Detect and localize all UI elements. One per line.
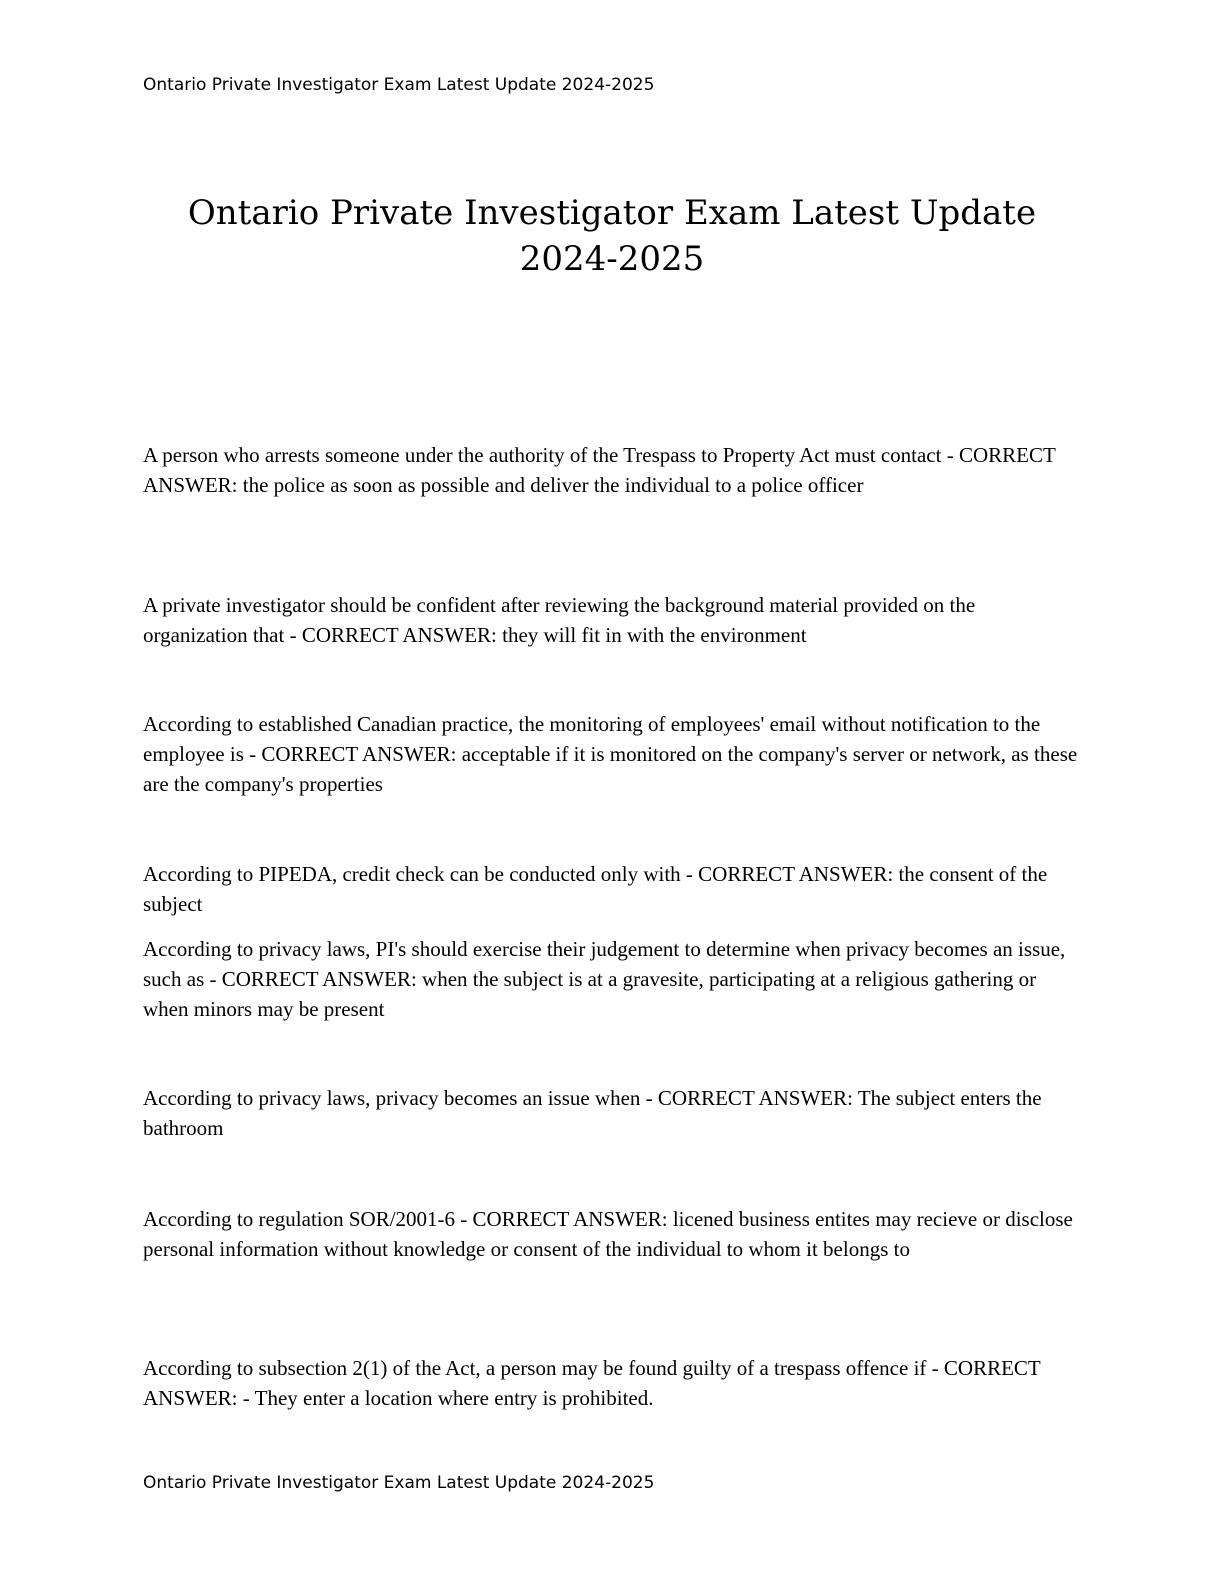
qa-item-7: According to regulation SOR/2001-6 - CORRECT ANSWER: licened business entites may recieve or disclose personal information without knowledge or consent of the individual to whom it belongs to (143, 1207, 1073, 1261)
qa-item-2: A private investigator should be confident after reviewing the background material provided on the organization that - CORRECT ANSWER: they will fit in with the environment (143, 593, 976, 647)
qa-item-4: According to PIPEDA, credit check can be conducted only with - CORRECT ANSWER: the consent of the subject (143, 862, 1048, 916)
document-title-line-2: 2024-2025 (519, 239, 705, 279)
running-header: Ontario Private Investigator Exam Latest Update 2024-2025 (143, 75, 655, 95)
qa-item-8: According to subsection 2(1) of the Act, a person may be found guilty of a trespass offence if - CORRECT ANSWER: - They enter a location where entry is prohibited. (143, 1356, 1041, 1410)
document-title-line-1: Ontario Private Investigator Exam Latest Update (187, 193, 1037, 233)
qa-item-3: According to established Canadian practice, the monitoring of employees' email without notification to the employee is - CORRECT ANSWER: acceptable if it is monitored on the company's server or network, as these are the company's properties (143, 712, 1078, 796)
document-title (0, 190, 1224, 282)
qa-item-1: A person who arrests someone under the authority of the Trespass to Property Act must contact - CORRECT ANSWER: the police as soon as possible and deliver the individual to a police officer (143, 443, 1056, 497)
running-footer: Ontario Private Investigator Exam Latest Update 2024-2025 (143, 1473, 655, 1493)
qa-item-5: According to privacy laws, PI's should exercise their judgement to determine when privacy becomes an issue, such as - CORRECT ANSWER: when the subject is at a gravesite, participating at a religious gathering or when minors may be present (143, 937, 1066, 1021)
qa-item-6: According to privacy laws, privacy becomes an issue when - CORRECT ANSWER: The subject enters the bathroom (143, 1086, 1042, 1140)
